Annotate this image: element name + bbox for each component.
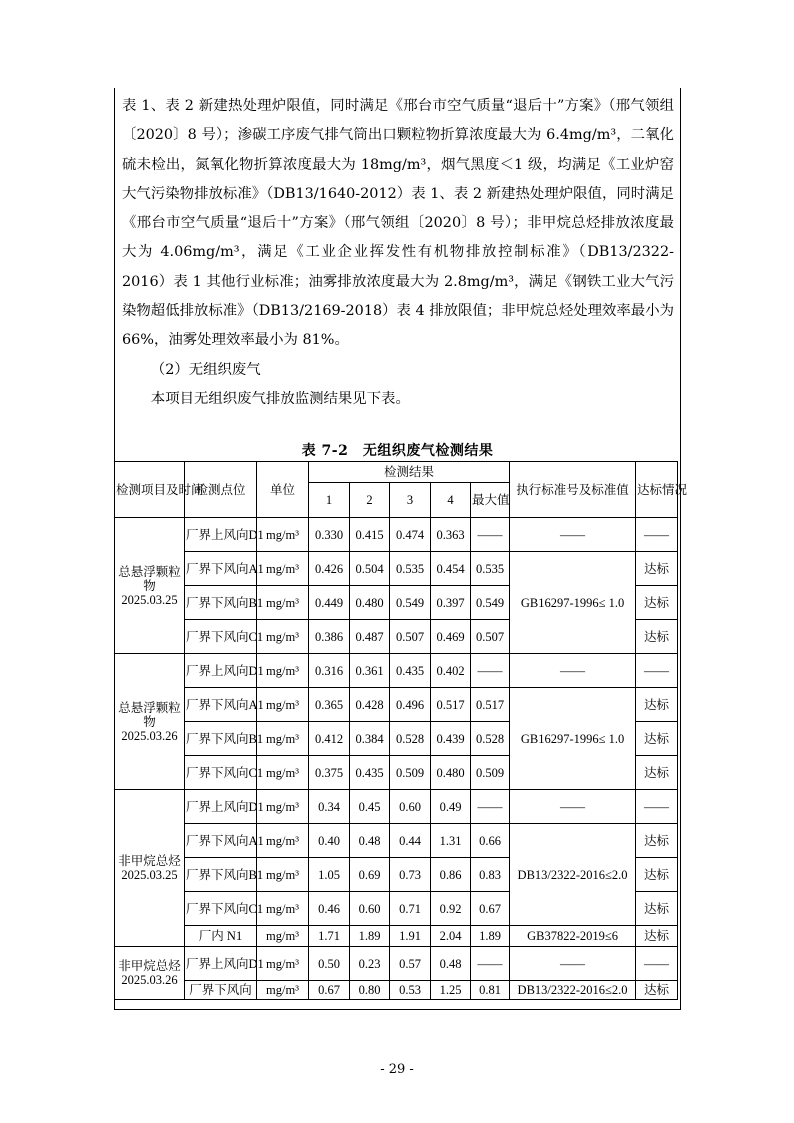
body-text [122,92,674,414]
table-body [115,518,678,1000]
unit-cell: mg/m³ [257,552,309,586]
standard-cell: GB37822-2019≤6 [510,926,636,947]
value-cell: 0.53 [390,981,431,1000]
value-cell: 0.45 [350,790,390,824]
table-row [115,981,678,1000]
item-cell: 非甲烷总烃 2025.03.26 [115,947,185,1000]
paragraph-1: 表 1、表 2 新建热处理炉限值，同时满足《邢台市空气质量“退后十”方案》（邢气领组〔2020〕8 号）；渗碳工序废气排气筒出口颗粒物折算浓度最大为 6.4mg/m³，二氧化硫未检出，氮氧化物折算浓度最大为 18mg/m³，烟气黑度＜1 级，均满足《工业炉窑大气污染物排放标准》（DB13/1640-2012）表 1、表 2 新建热处理炉限值，同时满足《邢台市空气质量“退后十”方案》（邢气领组〔2020〕8 号）；非甲烷总烃排放浓度最大为 4.06mg/m³，满足《工业企业挥发性有机物排放控制标准》（DB13/2322-2016）表 1 其他行业标准；油雾排放浓度最大为 2.8mg/m³，满足《钢铁工业大气污染物超低排放标准》（DB13/2169-2018）表 4 排放限值；非甲烷总烃处理效率最小为 66%，油雾处理效率最小为 81%。 [122,98,674,349]
value-cell: 0.48 [350,824,390,858]
status-cell: —— [636,518,678,552]
value-cell: 0.549 [390,586,431,620]
status-cell: 达标 [636,756,678,790]
status-cell: 达标 [636,824,678,858]
unit-cell: mg/m³ [257,620,309,654]
value-cell: 0.49 [431,790,471,824]
value-cell: 1.71 [309,926,350,947]
standard-cell: —— [510,947,636,981]
max-cell: —— [471,947,510,981]
point-cell: 厂界上风向D1 [185,790,257,824]
value-cell: 0.69 [350,858,390,892]
max-cell: 1.89 [471,926,510,947]
value-cell: 0.528 [390,722,431,756]
status-cell: 达标 [636,892,678,926]
value-cell: 2.04 [431,926,471,947]
standard-cell: GB16297-1996≤ 1.0 [510,552,636,654]
unit-cell: mg/m³ [257,654,309,688]
max-cell: 0.67 [471,892,510,926]
value-cell: 0.80 [350,981,390,1000]
item-cell: 非甲烷总烃 2025.03.25 [115,790,185,947]
item-cell: 总悬浮颗粒物 2025.03.26 [115,654,185,790]
standard-cell: DB13/2322-2016≤2.0 [510,981,636,1000]
results-table [114,461,688,1000]
point-cell: 厂内 N1 [185,926,257,947]
header-standard: 执行标准号及标准值 [510,462,636,518]
value-cell: 0.397 [431,586,471,620]
unit-cell: mg/m³ [257,824,309,858]
page-number: - 29 - [380,1062,414,1077]
max-cell: 0.535 [471,552,510,586]
value-cell: 0.474 [390,518,431,552]
value-cell: 0.86 [431,858,471,892]
status-cell: —— [636,947,678,981]
value-cell: 0.48 [431,947,471,981]
value-cell: 0.454 [431,552,471,586]
value-cell: 0.40 [309,824,350,858]
standard-cell: GB16297-1996≤ 1.0 [510,688,636,790]
status-cell: 达标 [636,981,678,1000]
header-col-1: 1 [309,483,350,518]
value-cell: 0.469 [431,620,471,654]
max-cell: 0.66 [471,824,510,858]
point-cell: 厂界下风向B1 [185,858,257,892]
value-cell: 0.384 [350,722,390,756]
table-row [115,654,678,688]
unit-cell: mg/m³ [257,926,309,947]
max-cell: —— [471,654,510,688]
point-cell: 厂界上风向D1 [185,518,257,552]
unit-cell: mg/m³ [257,756,309,790]
point-cell: 厂界下风向C1 [185,620,257,654]
value-cell: 0.67 [309,981,350,1000]
value-cell: 0.316 [309,654,350,688]
header-point: 检测点位 [185,462,257,518]
header-col-4: 4 [431,483,471,518]
status-cell: —— [636,790,678,824]
point-cell: 厂界下风向B1 [185,586,257,620]
value-cell: 1.05 [309,858,350,892]
unit-cell: mg/m³ [257,981,309,1000]
status-cell: —— [636,654,678,688]
value-cell: 0.330 [309,518,350,552]
value-cell: 0.435 [350,756,390,790]
point-cell: 厂界下风向A1 [185,824,257,858]
value-cell: 0.402 [431,654,471,688]
status-cell: 达标 [636,858,678,892]
value-cell: 0.361 [350,654,390,688]
value-cell: 0.386 [309,620,350,654]
status-cell: 达标 [636,688,678,722]
item-cell: 总悬浮颗粒物 2025.03.25 [115,518,185,654]
max-cell: 0.83 [471,858,510,892]
value-cell: 0.504 [350,552,390,586]
value-cell: 0.435 [390,654,431,688]
header-unit: 单位 [257,462,309,518]
table-row [115,926,678,947]
value-cell: 0.60 [350,892,390,926]
max-cell: 0.509 [471,756,510,790]
value-cell: 0.507 [390,620,431,654]
header-max: 最大值 [471,483,510,518]
value-cell: 0.428 [350,688,390,722]
table-row [115,947,678,981]
value-cell: 0.375 [309,756,350,790]
status-cell: 达标 [636,586,678,620]
unit-cell: mg/m³ [257,722,309,756]
table-row [115,824,678,858]
value-cell: 0.509 [390,756,431,790]
point-cell: 厂界上风向D1 [185,947,257,981]
max-cell: 0.549 [471,586,510,620]
value-cell: 0.439 [431,722,471,756]
standard-cell: DB13/2322-2016≤2.0 [510,824,636,926]
unit-cell: mg/m³ [257,947,309,981]
status-cell: 达标 [636,620,678,654]
table-row [115,518,678,552]
header-col-3: 3 [390,483,431,518]
table-row [115,552,678,586]
value-cell: 0.426 [309,552,350,586]
table-row [115,688,678,722]
value-cell: 0.23 [350,947,390,981]
value-cell: 0.449 [309,586,350,620]
value-cell: 0.496 [390,688,431,722]
value-cell: 0.92 [431,892,471,926]
unit-cell: mg/m³ [257,892,309,926]
point-cell: 厂界下风向C1 [185,756,257,790]
max-cell: 0.507 [471,620,510,654]
max-cell: —— [471,790,510,824]
table-row [115,790,678,824]
status-cell: 达标 [636,722,678,756]
unit-cell: mg/m³ [257,586,309,620]
point-cell: 厂界下风向A1 [185,552,257,586]
point-cell: 厂界下风向A1 [185,688,257,722]
value-cell: 0.480 [350,586,390,620]
unit-cell: mg/m³ [257,688,309,722]
section-heading-unorganized-gas: （2）无组织废气 [150,361,261,378]
point-cell: 厂界上风向D1 [185,654,257,688]
value-cell: 1.31 [431,824,471,858]
value-cell: 1.25 [431,981,471,1000]
header-item: 检测项目及时间 [115,462,185,518]
max-cell: 0.81 [471,981,510,1000]
value-cell: 0.46 [309,892,350,926]
value-cell: 1.89 [350,926,390,947]
header-status: 达标情况 [636,462,678,518]
value-cell: 1.91 [390,926,431,947]
header-col-2: 2 [350,483,390,518]
value-cell: 0.487 [350,620,390,654]
unit-cell: mg/m³ [257,518,309,552]
status-cell: 达标 [636,926,678,947]
point-cell: 厂界下风向 [185,981,257,1000]
unit-cell: mg/m³ [257,790,309,824]
status-cell: 达标 [636,552,678,586]
value-cell: 0.50 [309,947,350,981]
point-cell: 厂界下风向C1 [185,892,257,926]
max-cell: —— [471,518,510,552]
table-title: 表 7-2 无组织废气检测结果 [301,443,494,459]
standard-cell: —— [510,518,636,552]
max-cell: 0.517 [471,688,510,722]
value-cell: 0.365 [309,688,350,722]
value-cell: 0.412 [309,722,350,756]
point-cell: 厂界下风向B1 [185,722,257,756]
value-cell: 0.517 [431,688,471,722]
header-results: 检测结果 [309,462,510,483]
standard-cell: —— [510,654,636,688]
value-cell: 0.363 [431,518,471,552]
value-cell: 0.44 [390,824,431,858]
standard-cell: —— [510,790,636,824]
value-cell: 0.34 [309,790,350,824]
value-cell: 0.57 [390,947,431,981]
value-cell: 0.73 [390,858,431,892]
value-cell: 0.71 [390,892,431,926]
unit-cell: mg/m³ [257,858,309,892]
value-cell: 0.60 [390,790,431,824]
value-cell: 0.480 [431,756,471,790]
value-cell: 0.535 [390,552,431,586]
paragraph-2: 本项目无组织废气排放监测结果见下表。 [150,390,410,407]
value-cell: 0.415 [350,518,390,552]
max-cell: 0.528 [471,722,510,756]
